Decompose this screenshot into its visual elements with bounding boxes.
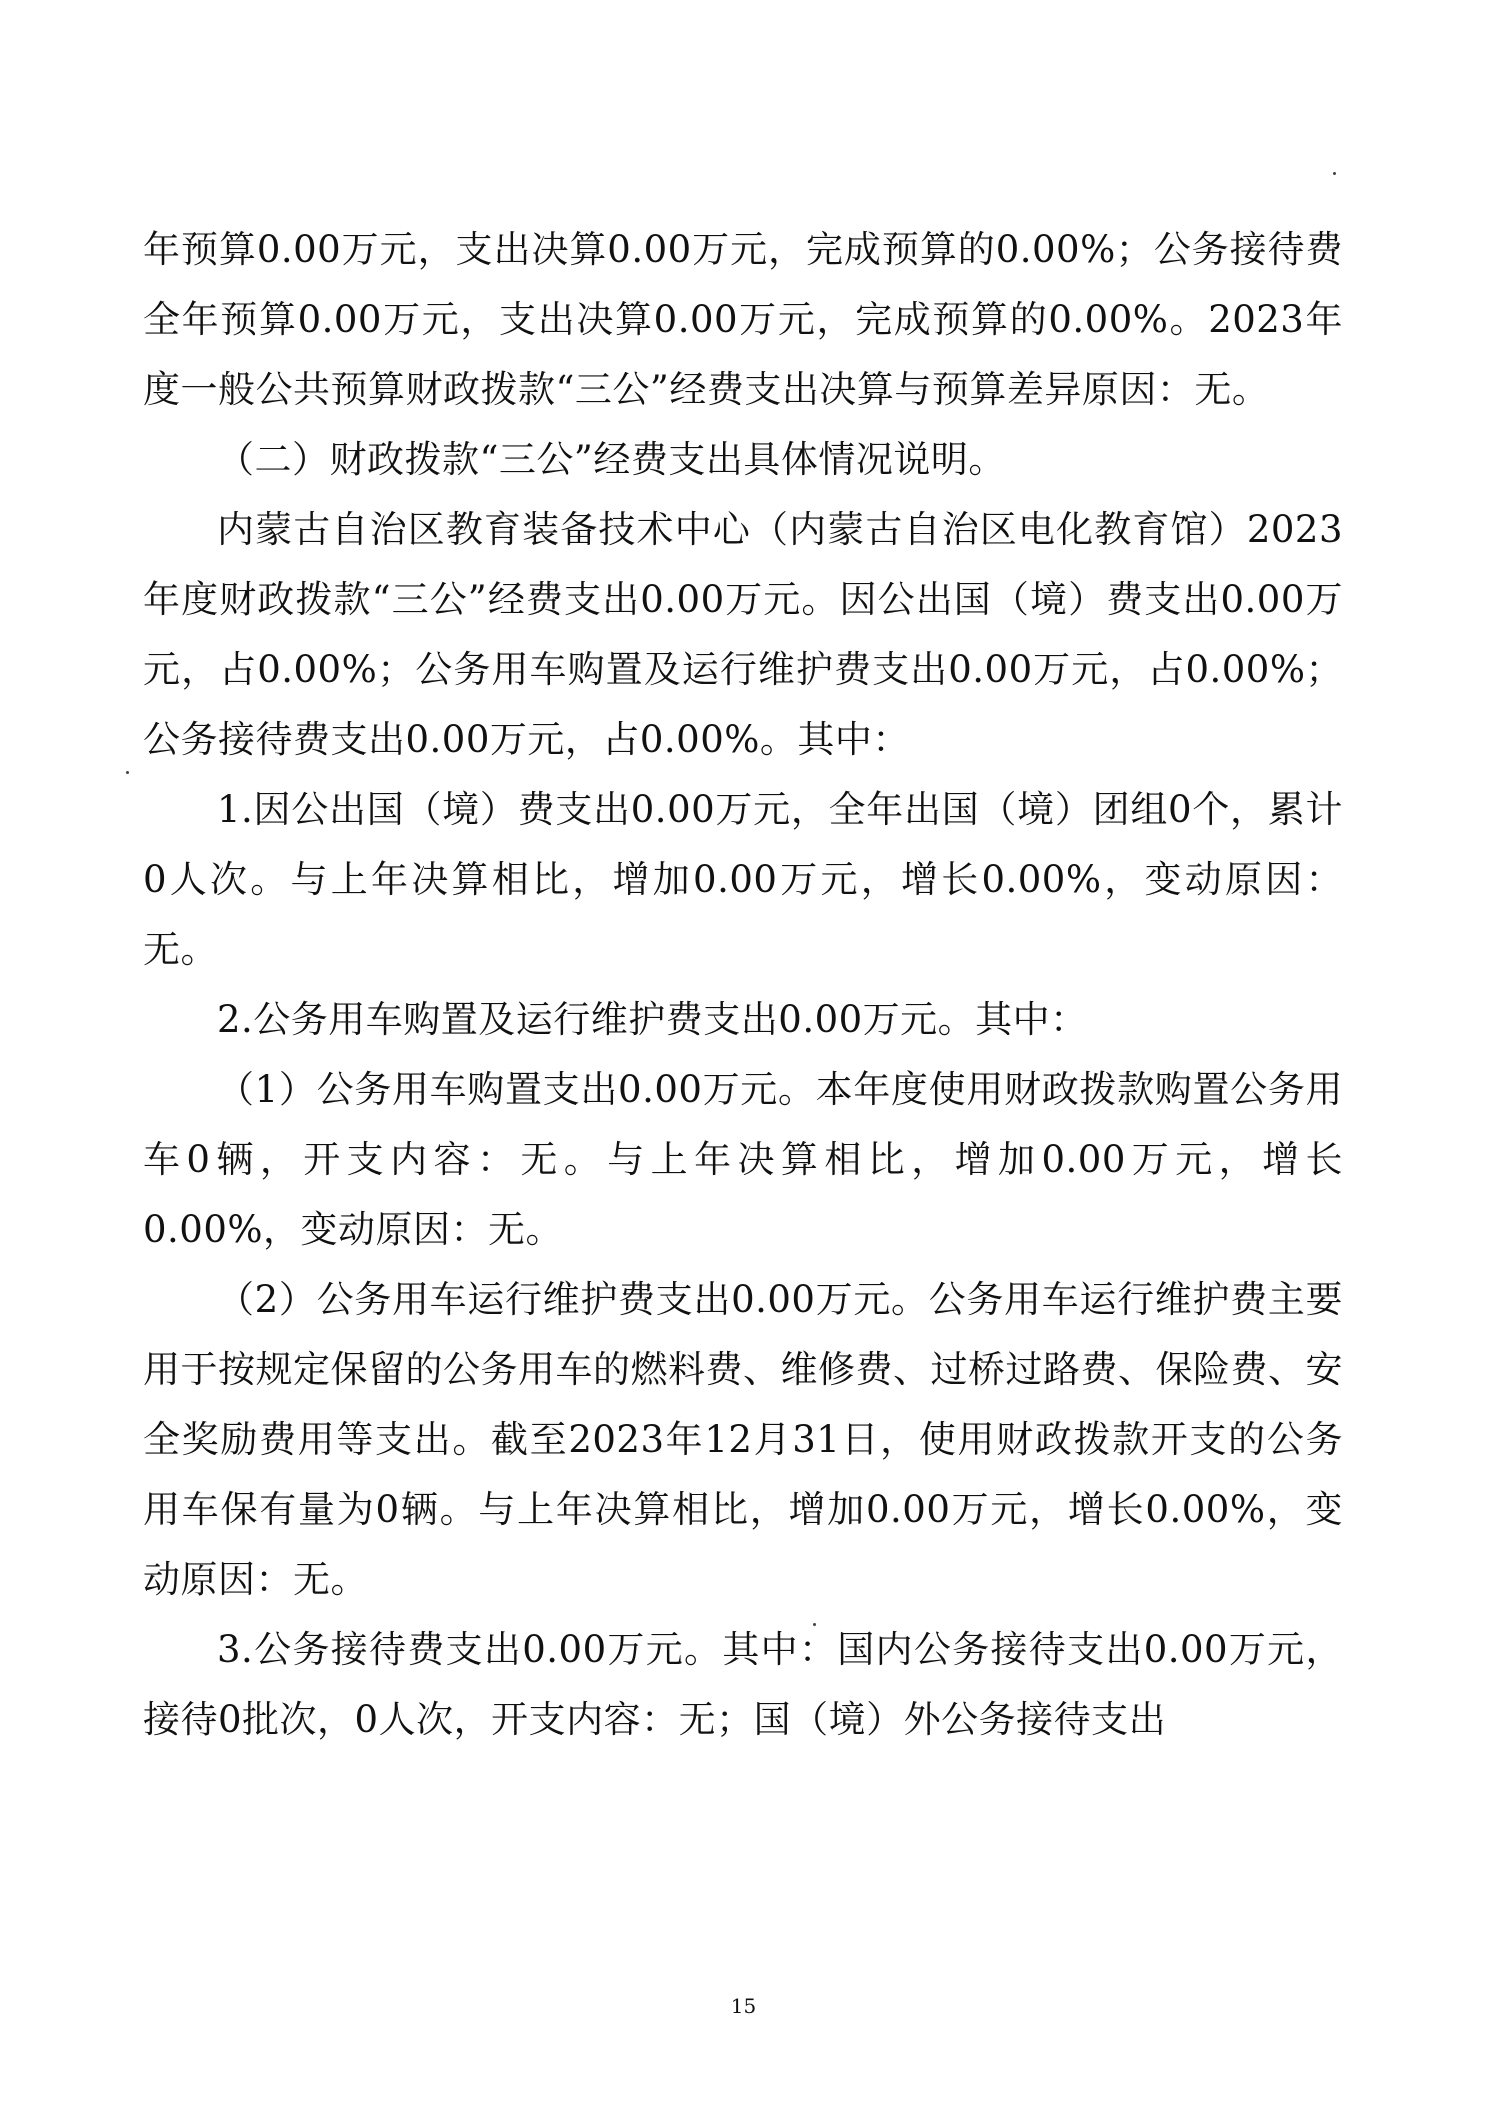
paragraph-overseas-travel: 1.因公出国（境）费支出0.00万元，全年出国（境）团组0个，累计0人次。与上年决算相比，增加0.00万元，增长0.00%，变动原因：无。 xyxy=(143,788,1343,971)
section-heading-three-public-expenses: （二）财政拨款“三公”经费支出具体情况说明。 xyxy=(217,438,1006,481)
paragraph-overview: 内蒙古自治区教育装备技术中心（内蒙古自治区电化教育馆）2023年度财政拨款“三公”经费支出0.00万元。因公出国（境）费支出0.00万元，占0.00%；公务用车购置及运行维护费支出0.00万元，占0.00%；公务接待费支出0.00万元，占0.00%。其中： xyxy=(143,508,1343,761)
scan-speck xyxy=(813,1623,816,1626)
scan-speck xyxy=(126,771,129,774)
paragraph-continued-budget: 年预算0.00万元，支出决算0.00万元，完成预算的0.00%；公务接待费全年预算0.00万元，支出决算0.00万元，完成预算的0.00%。2023年度一般公共预算财政拨款“三公”经费支出决算与预算差异原因：无。 xyxy=(143,228,1343,411)
page-number: 15 xyxy=(730,1994,757,2018)
paragraph-vehicle-expenses: 2.公务用车购置及运行维护费支出0.00万元。其中： xyxy=(217,998,1088,1041)
paragraph-reception: 3.公务接待费支出0.00万元。其中：国内公务接待支出0.00万元，接待0批次，0人次，开支内容：无；国（境）外公务接待支出 xyxy=(143,1628,1343,1741)
document-body xyxy=(143,215,1343,1755)
paragraph-vehicle-maintenance: （2）公务用车运行维护费支出0.00万元。公务用车运行维护费主要用于按规定保留的公务用车的燃料费、维修费、过桥过路费、保险费、安全奖励费用等支出。截至2023年12月31日，使用财政拨款开支的公务用车保有量为0辆。与上年决算相比，增加0.00万元，增长0.00%，变动原因：无。 xyxy=(143,1278,1343,1601)
paragraph-vehicle-purchase: （1）公务用车购置支出0.00万元。本年度使用财政拨款购置公务用车0辆，开支内容：无。与上年决算相比，增加0.00万元，增长0.00%，变动原因：无。 xyxy=(143,1068,1343,1251)
scan-speck xyxy=(1333,172,1336,175)
